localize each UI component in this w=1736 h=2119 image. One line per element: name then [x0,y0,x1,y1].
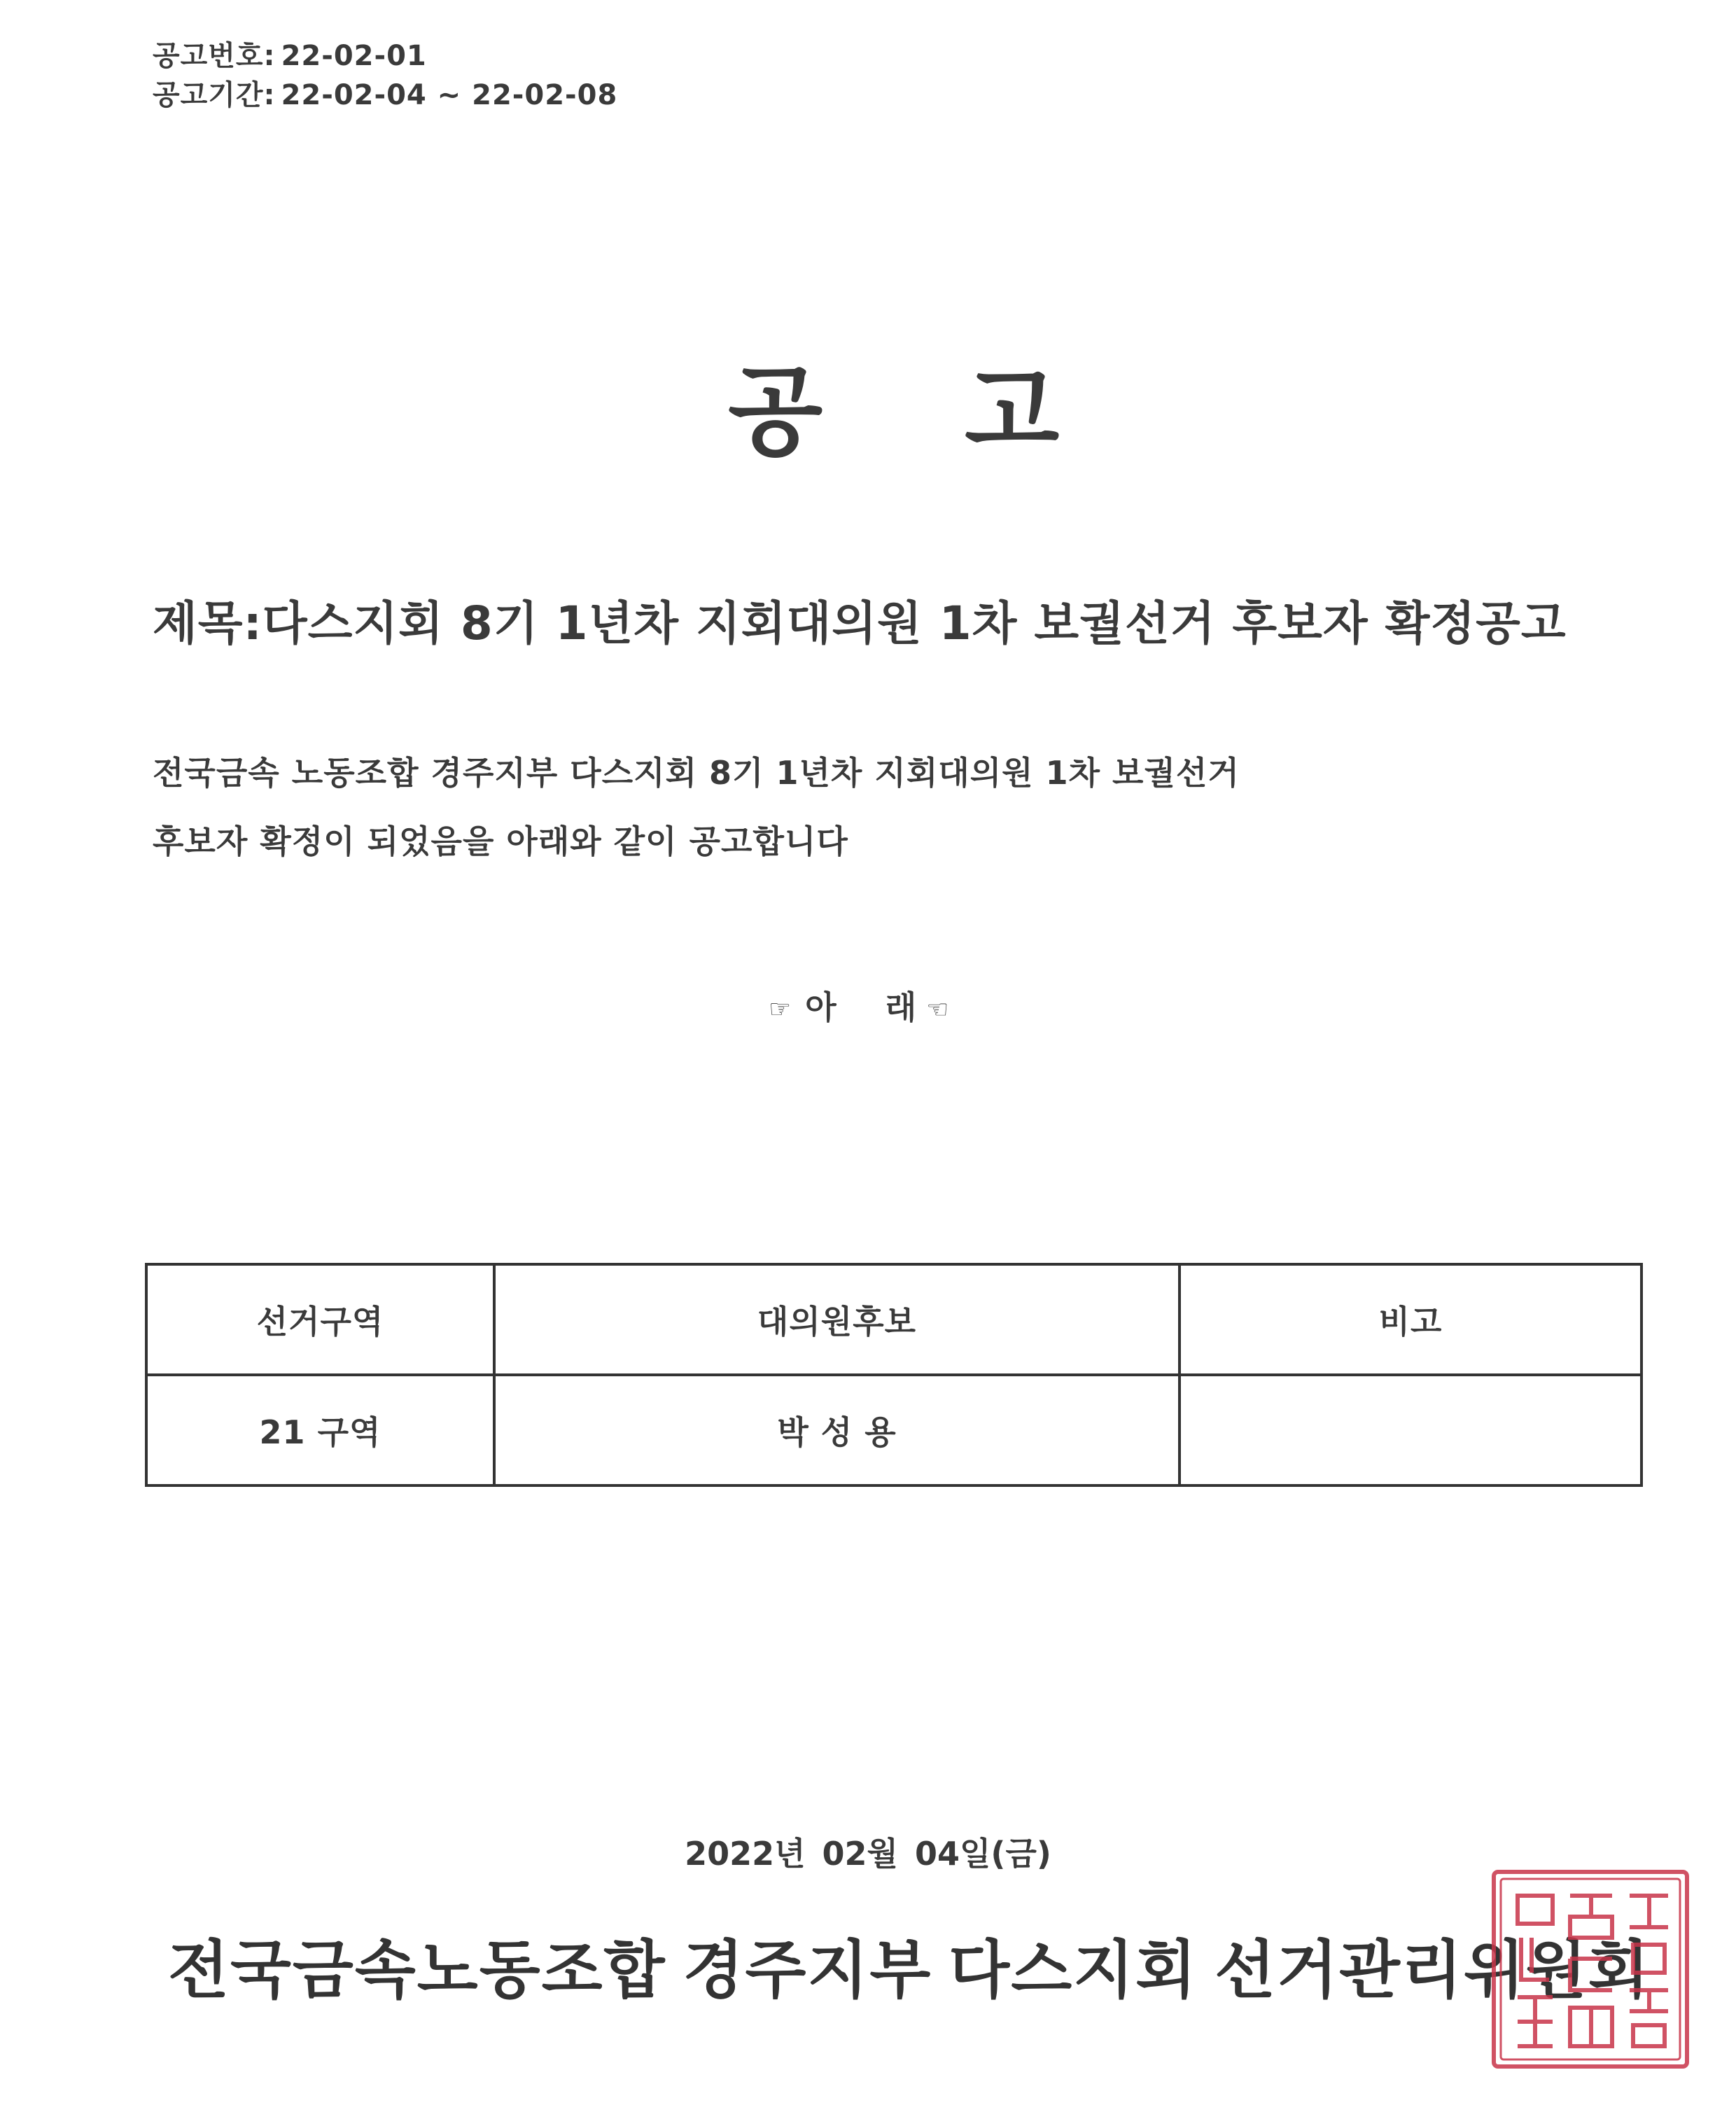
notice-date [0,1831,1736,1876]
candidate-table [145,1263,1643,1487]
pointing-left-hand-icon: ☜ [926,995,949,1024]
notice-period-value: 22-02-04 ~ 22-02-08 [281,79,618,111]
notice-number-label: 공고번호: [153,40,276,72]
official-seal-stamp [1490,1868,1691,2071]
cell-district: 21 구역 [146,1375,494,1485]
header-remarks: 비고 [1180,1264,1642,1375]
cell-remarks [1180,1375,1642,1485]
below-heading-word-1: 아 [805,988,836,1026]
notice-number [153,36,427,76]
below-heading-word-2: 래 [885,988,917,1026]
header-candidate: 대의원후보 [494,1264,1180,1375]
body-line-2: 후보자 확정이 되었음을 아래와 같이 공고합니다 [153,823,848,860]
cell-candidate: 박 성 용 [494,1375,1180,1485]
table-header-row [146,1264,1642,1375]
date-month: 02월 [822,1835,898,1873]
date-day: 04일(금) [914,1835,1051,1873]
notice-subject: 제목:다스지회 8기 1년차 지회대의원 1차 보궐선거 후보자 확정공고 [153,596,1567,650]
page-title-char-1: 공 [728,356,823,470]
pointing-right-hand-icon: ☞ [769,995,792,1024]
notice-period [153,76,617,115]
date-year: 2022년 [685,1835,806,1873]
body-line-1: 전국금속 노동조합 경주지부 다스지회 8기 1년차 지회대의원 1차 보궐선거 [153,754,1240,792]
issuer-part-2: 경주지부 [682,1933,932,2007]
notice-period-label: 공고기간: [153,79,276,111]
below-heading [769,983,948,1035]
notice-number-value: 22-02-01 [281,40,427,72]
issuer-part-3: 다스지회 [948,1933,1198,2007]
page-title-char-2: 고 [965,356,1060,470]
header-district: 선거구역 [146,1264,494,1375]
table-row [146,1375,1642,1485]
issuer-part-4: 선거관리위원회 [1214,1933,1651,2007]
issuer-part-1: 전국금속노동조합 [168,1933,666,2007]
issuer-name [168,1932,1651,2009]
